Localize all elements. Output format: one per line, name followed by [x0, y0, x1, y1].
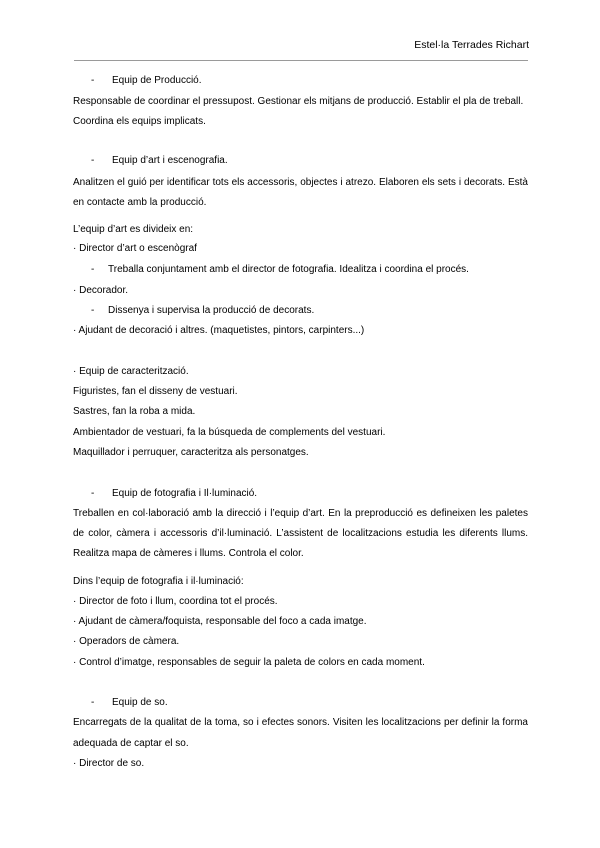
- section-heading-so: Equip de so.: [112, 697, 168, 708]
- sub-item: Treballa conjuntament amb el director de fotografia. Idealitza i coordina el procés.: [108, 264, 469, 275]
- text-line: Dins l’equip de fotografia i il·luminació:: [73, 576, 244, 587]
- bullet-dash: -: [91, 488, 95, 499]
- text-line: Ambientador de vestuari, fa la búsqueda de complements del vestuari.: [73, 427, 386, 438]
- text-line: L’equip d’art es divideix en:: [73, 224, 194, 235]
- list-item: · Control d’imatge, responsables de seguir la paleta de colors en cada moment.: [73, 657, 425, 668]
- text-line: Sastres, fan la roba a mida.: [73, 406, 196, 417]
- sub-item: Dissenya i supervisa la producció de decorats.: [108, 305, 315, 316]
- list-item: · Director de foto i llum, coordina tot el procés.: [73, 596, 278, 607]
- header-author: Estel·la Terrades Richart: [414, 39, 529, 51]
- header-rule: [74, 60, 528, 61]
- list-item: · Ajudant de decoració i altres. (maquetistes, pintors, carpinters...): [73, 325, 365, 336]
- bullet-dash: -: [91, 155, 95, 166]
- bullet-dash: -: [91, 75, 95, 86]
- text-line: adequada de captar el so.: [73, 738, 189, 749]
- list-item: · Ajudant de càmera/foquista, responsable del foco a cada imatge.: [73, 616, 367, 627]
- text-line: Realitza mapa de càmeres i llums. Controla el color.: [73, 548, 304, 559]
- text-line: Responsable de coordinar el pressupost. Gestionar els mitjans de producció. Establir el pla de treball.: [73, 96, 524, 107]
- list-item: · Director de so.: [73, 758, 145, 769]
- text-line: Figuristes, fan el disseny de vestuari.: [73, 386, 238, 397]
- section-heading-produccio: Equip de Producció.: [112, 75, 202, 86]
- bullet-dash: -: [91, 264, 95, 275]
- bullet-dash: -: [91, 697, 95, 708]
- text-line: de color, càmera i accessoris d’il·luminació. L’assistent de localitzacions estudia les diferents llums.: [73, 528, 528, 539]
- section-heading-fotografia: Equip de fotografia i Il·luminació.: [112, 488, 258, 499]
- section-heading-caracteritzacio: · Equip de caracterització.: [73, 366, 189, 377]
- text-line: Maquillador i perruquer, caracteritza als personatges.: [73, 447, 309, 458]
- list-item: · Decorador.: [73, 285, 129, 296]
- text-line: Analitzen el guió per identificar tots els accessoris, objectes i atrezo. Elaboren els sets i decorats. Està: [73, 177, 528, 188]
- bullet-dash: -: [91, 305, 95, 316]
- section-heading-art: Equip d’art i escenografia.: [112, 155, 228, 166]
- text-line: en contacte amb la producció.: [73, 197, 207, 208]
- list-item: · Director d’art o escenògraf: [73, 243, 197, 254]
- list-item: · Operadors de càmera.: [73, 636, 180, 647]
- text-line: Encarregats de la qualitat de la toma, so i efectes sonors. Visiten les localitzacions per definir la forma: [73, 717, 528, 728]
- text-line: Treballen en col·laboració amb la direcció i l’equip d’art. En la preproducció es defineixen les paletes: [73, 508, 528, 519]
- text-line: Coordina els equips implicats.: [73, 116, 206, 127]
